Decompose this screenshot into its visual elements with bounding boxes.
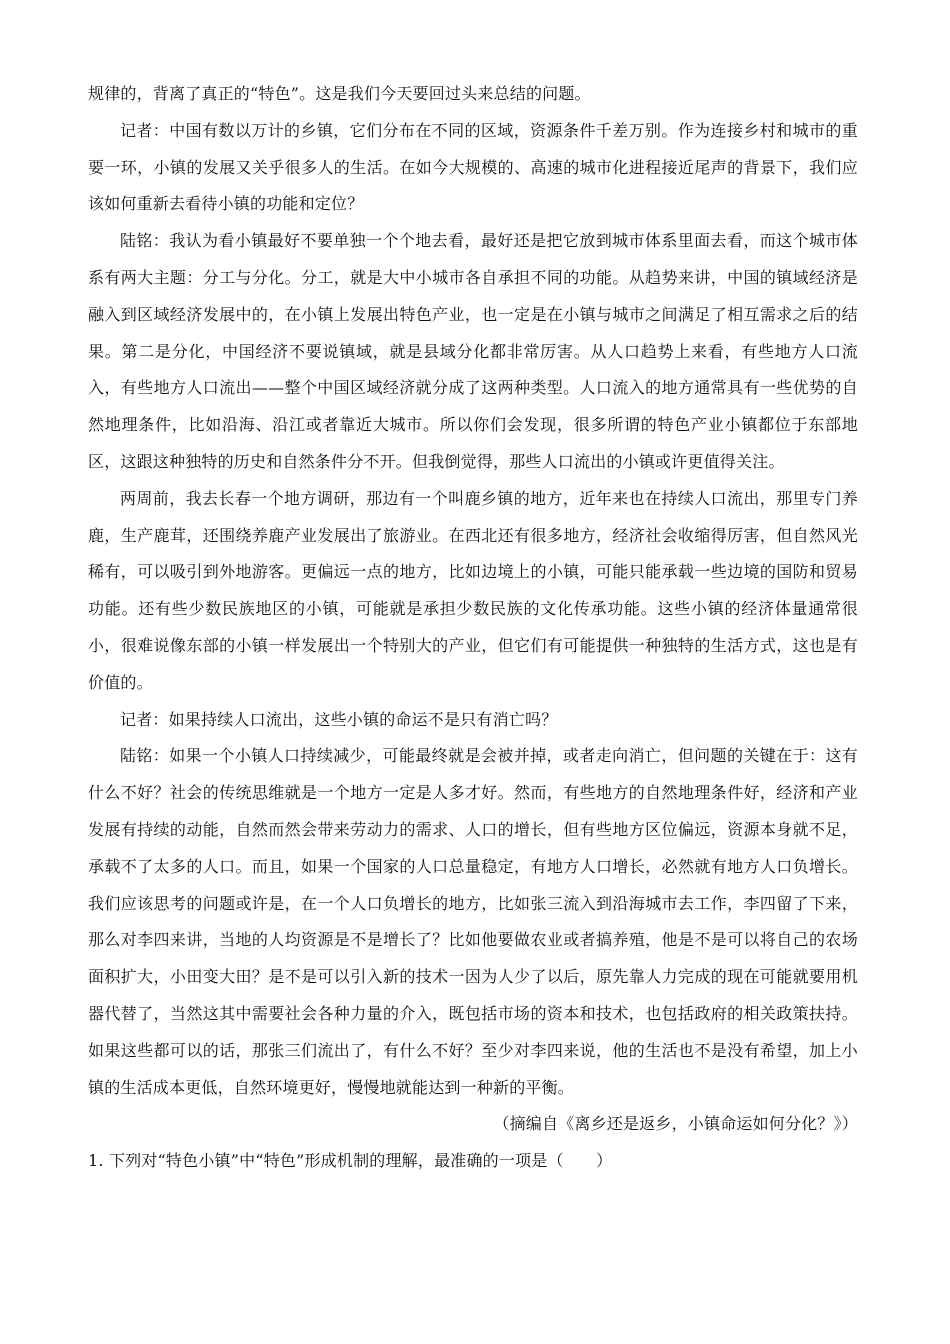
question-1: 1. 下列对“特色小镇”中“特色”形成机制的理解，最准确的一项是（ ）	[88, 1151, 613, 1171]
paragraph-reporter-question-1: 记者：中国有数以万计的乡镇，它们分布在不同的区域，资源条件千差万别。作为连接乡村和城市的重要一环，小镇的发展又关乎很多人的生活。在如今大规模的、高速的城市化进程接近尾声的背景下，我们应该如何重新去看待小镇的功能和定位？	[88, 120, 858, 214]
paragraph-lu-ming-answer-1-cont: 两周前，我去长春一个地方调研，那边有一个叫鹿乡镇的地方，近年来也在持续人口流出，那里专门养鹿，生产鹿茸，还围绕养鹿产业发展出了旅游业。在西北还有很多地方，经济社会收缩得厉害，但自然风光稀有，可以吸引到外地游客。更偏远一点的地方，比如边境上的小镇，可能只能承载一些边境的国防和贸易功能。还有些少数民族地区的小镇，可能就是承担少数民族的文化传承功能。这些小镇的经济体量通常很小，很难说像东部的小镇一样发展出一个特别大的产业，但它们有可能提供一种独特的生活方式，这也是有价值的。	[88, 488, 858, 692]
document-body	[88, 76, 858, 1180]
source-citation: （摘编自《离乡还是返乡，小镇命运如何分化？》）	[493, 1114, 858, 1134]
paragraph-lu-ming-answer-1: 陆铭：我认为看小镇最好不要单独一个个地去看，最好还是把它放到城市体系里面去看，而这个城市体系有两大主题：分工与分化。分工，就是大中小城市各自承担不同的功能。从趋势来讲，中国的镇域经济是融入到区域经济发展中的，在小镇上发展出特色产业，也一定是在小镇与城市之间满足了相互需求之后的结果。第二是分化，中国经济不要说镇域，就是县域分化都非常厉害。从人口趋势上来看，有些地方人口流入，有些地方人口流出——整个中国区域经济就分成了这两种类型。人口流入的地方通常具有一些优势的自然地理条件，比如沿海、沿江或者靠近大城市。所以你们会发现，很多所谓的特色产业小镇都位于东部地区，这跟这种独特的历史和自然条件分不开。但我倒觉得，那些人口流出的小镇或许更值得关注。	[88, 231, 858, 471]
paragraph-reporter-question-2: 记者：如果持续人口流出，这些小镇的命运不是只有消亡吗？	[120, 709, 558, 729]
paragraph-continuation: 规律的，背离了真正的“特色”。这是我们今天要回过头来总结的问题。	[88, 84, 591, 103]
paragraph-lu-ming-answer-2: 陆铭：如果一个小镇人口持续减少，可能最终就是会被并掉，或者走向消亡，但问题的关键在于：这有什么不好？社会的传统思维就是一个地方一定是人多才好。然而，有些地方的自然地理条件好，经济和产业发展有持续的动能，自然而然会带来劳动力的需求、人口的增长，但有些地方区位偏远，资源本身就不足，承载不了太多的人口。而且，如果一个国家的人口总量稳定，有地方人口增长，必然就有地方人口负增长。我们应该思考的问题或许是，在一个人口负增长的地方，比如张三流入到沿海城市去工作，李四留了下来，那么对李四来讲，当地的人均资源是不是增长了？比如他要做农业或者搞养殖，他是不是可以将自己的农场面积扩大，小田变大田？是不是可以引入新的技术一因为人少了以后，原先靠人力完成的现在可能就要用机器代替了，当然这其中需要社会各种力量的介入，既包括市场的资本和技术，也包括政府的相关政策扶持。如果这些都可以的话，那张三们流出了，有什么不好？至少对李四来说，他的生活也不是没有希望，加上小镇的生活成本更低，自然环境更好，慢慢地就能达到一种新的平衡。	[88, 746, 858, 1097]
